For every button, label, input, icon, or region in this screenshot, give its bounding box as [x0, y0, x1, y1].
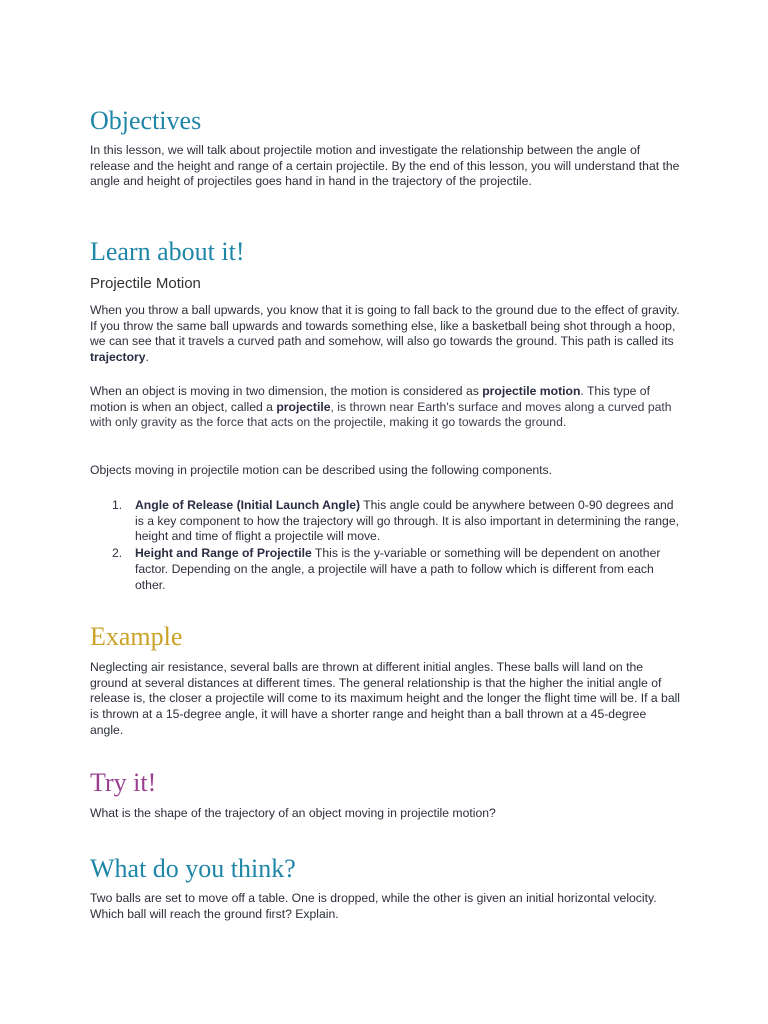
learn-paragraph-1 [90, 303, 680, 366]
projectile-motion-term: projectile motion [482, 384, 581, 398]
learn-paragraph-3: Objects moving in projectile motion can be described using the following components. [90, 463, 553, 477]
projectile-term: projectile [276, 399, 331, 414]
learn-paragraph-2 [90, 384, 680, 431]
example-paragraph: Neglecting air resistance, several balls are thrown at different initial angles. These balls will land on the ground at several distances at different times. The general relationship is that the higher the initial angle of release is, the closer a projectile will come to its maximum height and the longer the flight time will be. If a ball is thrown at a 15-degree angle, it will have a shorter range and height than a ball thrown at a 45-degree angle. [90, 660, 681, 737]
try-it-heading: Try it! [90, 768, 157, 797]
learn-paragraph-2-b: . This type of motion is when an object, called a [90, 384, 650, 414]
projectile-motion-subheading: Projectile Motion [90, 275, 201, 292]
list-item-text: This is the y-variable or something will be dependent on another factor. Depending on the angle, a projectile will have a path to follow which is different from each other. [135, 546, 661, 592]
what-do-you-think-question: Two balls are set to move off a table. One is dropped, while the other is given an initial horizontal velocity. Which ball will reach the ground first? Explain. [90, 891, 657, 921]
components-list [90, 498, 680, 594]
list-item-number: 2. [112, 546, 123, 561]
learn-paragraph-1-text: When you throw a ball upwards, you know that it is going to fall back to the ground due to the effect of gravity. If you throw the same ball upwards and towards something else, like a basketball being shot through a hoop, we can see that it travels a curved path and somehow, will also go towards the ground. This path is called its [90, 303, 680, 349]
what-do-you-think-heading: What do you think? [90, 854, 296, 883]
list-item-text: This angle could be anywhere between 0-90 degrees and is a key component to how the trajectory will go through. It is also important in determining the range, height and time of flight a projectile will move. [135, 498, 679, 544]
list-item-title: Height and Range of Projectile [135, 546, 312, 561]
learn-paragraph-2-c: , is thrown near Earth's surface and moves along a curved path with only gravity as the force that acts on the projectile, making it go towards the ground. [90, 399, 672, 430]
objectives-paragraph: In this lesson, we will talk about projectile motion and investigate the relationship between the angle of release and the height and range of a certain projectile. By the end of this lesson, you will understand that the angle and height of projectiles goes hand in hand in the trajectory of the projectile. [90, 143, 680, 189]
learn-paragraph-2-a: When an object is moving in two dimension, the motion is considered as [90, 384, 483, 398]
objectives-heading: Objectives [90, 106, 202, 135]
list-item [90, 498, 680, 545]
try-it-question: What is the shape of the trajectory of an object moving in projectile motion? [90, 806, 496, 820]
list-item-title: Angle of Release (Initial Launch Angle) [135, 498, 361, 512]
learn-heading: Learn about it! [90, 237, 245, 266]
trajectory-term: trajectory [90, 350, 146, 365]
learn-paragraph-1-end: . [145, 350, 149, 365]
list-item [90, 546, 680, 593]
list-item-number: 1. [112, 498, 123, 512]
example-heading: Example [90, 622, 183, 651]
